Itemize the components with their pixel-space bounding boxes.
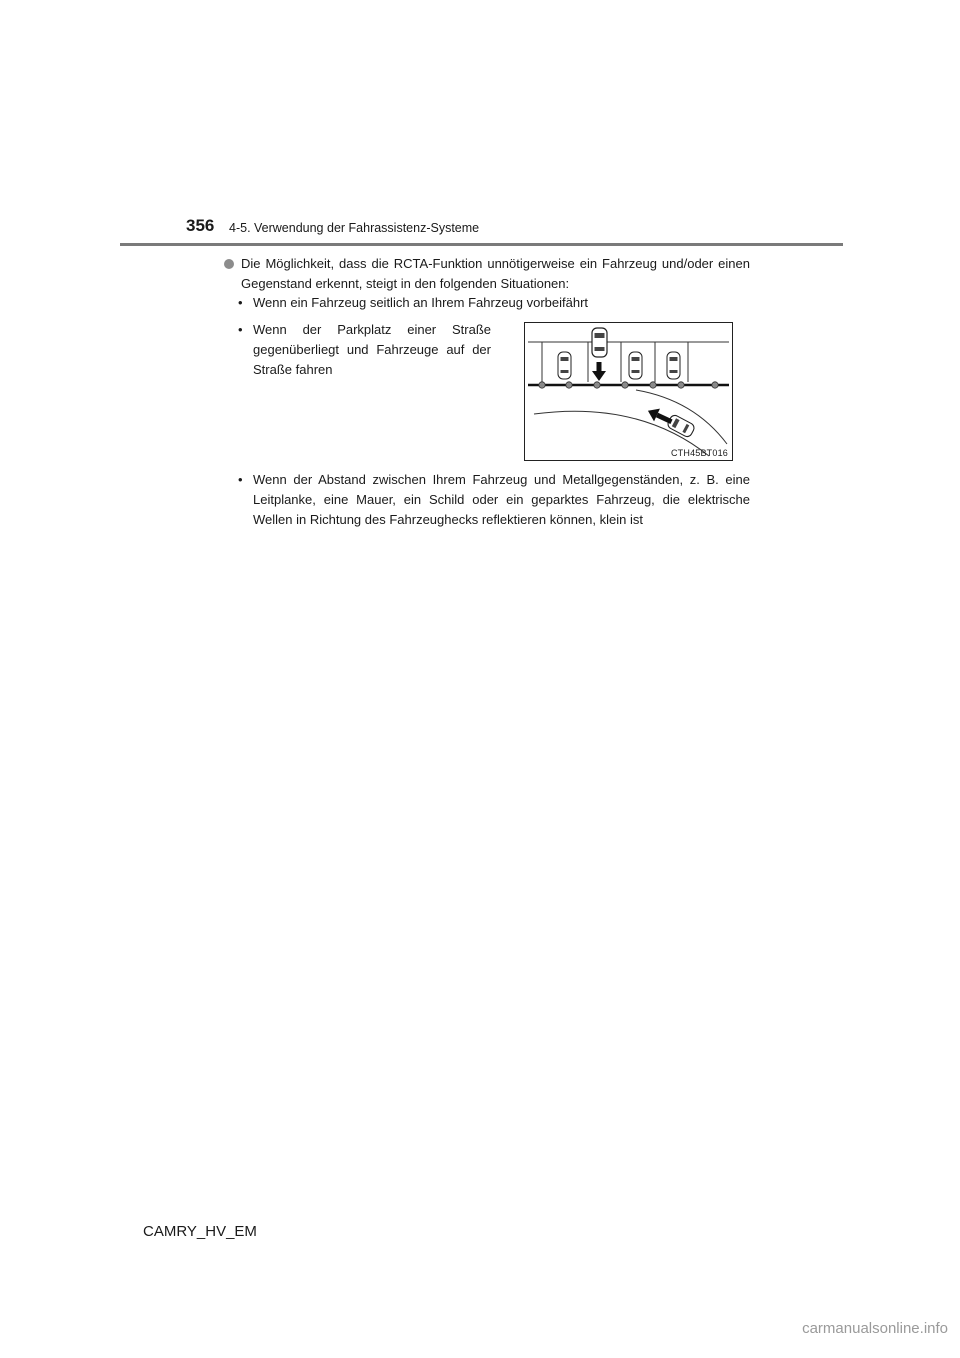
figure-code: CTH45BT016 [670,448,728,458]
parked-car-icon [629,352,642,379]
list-item [238,293,750,313]
bullet-paragraph [224,254,750,294]
list-bullet: • [238,322,243,337]
list-item [238,470,750,530]
footer-code: CAMRY_HV_EM [143,1223,257,1240]
list-bullet: • [238,472,243,487]
reversing-car-icon [592,328,607,357]
parking-illustration [524,322,733,461]
list-item-text: Wenn ein Fahrzeug seitlich an Ihrem Fahrzeug vorbeifährt [253,295,589,310]
list-item [238,320,491,380]
parked-car-icon [558,352,571,379]
parked-car-icon [667,352,680,379]
header-rule [120,243,843,246]
watermark: carmanualsonline.info [802,1320,948,1337]
bullet-dot-icon [224,259,234,269]
list-item-text: Wenn der Parkplatz einer Straße gegenüberliegt und Fahrzeuge auf der Straße fahren [253,322,491,377]
bullet-text: Die Möglichkeit, dass die RCTA-Funktion unnötigerweise ein Fahrzeug und/oder einen Gegenstand erkennt, steigt in den folgenden Situationen: [241,256,750,291]
page-number: 356 [186,216,215,235]
parking-lot-diagram [524,322,733,461]
list-item-text: Wenn der Abstand zwischen Ihrem Fahrzeug und Metallgegenständen, z. B. eine Leitplanke, eine Mauer, ein Schild oder ein geparktes Fahrzeug, die elektrische Wellen in Richtung des Fahrzeughecks reflektieren können, klein ist [253,472,750,527]
list-bullet: • [238,295,243,310]
section-title: 4-5. Verwendung der Fahrassistenz-Systeme [229,221,480,235]
